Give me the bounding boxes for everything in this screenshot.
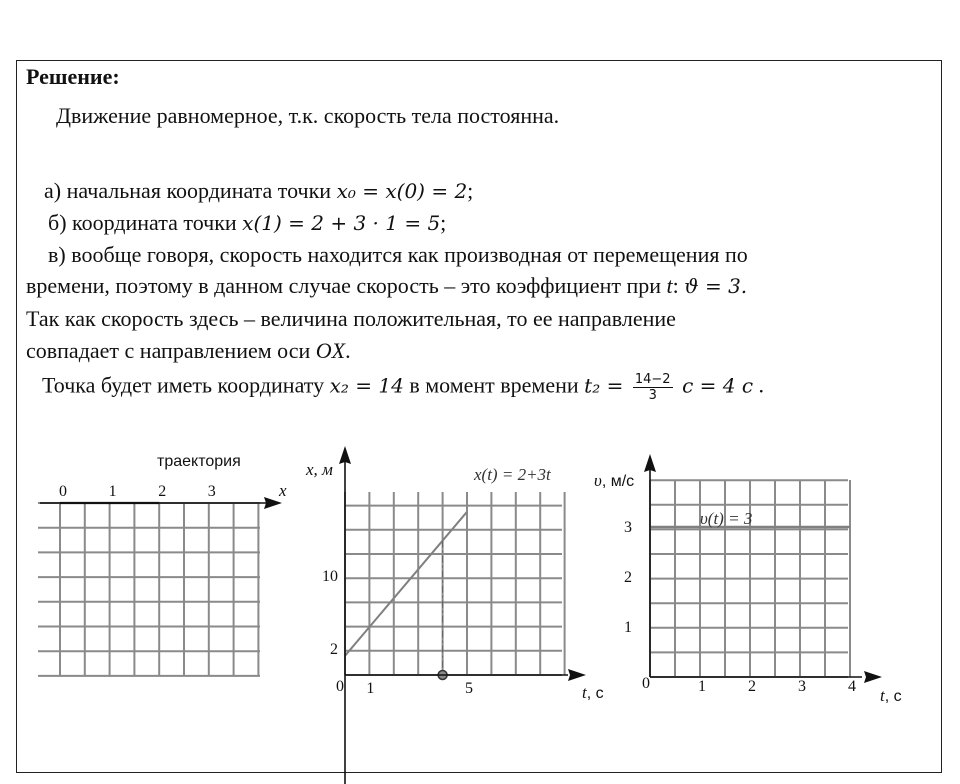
t-tick-label: 1 <box>698 678 706 695</box>
v-axis-arrow <box>644 454 656 472</box>
v-tick-label: 2 <box>624 569 632 586</box>
t-tick-label: 0 <box>336 678 344 695</box>
v-tick-label: 3 <box>624 519 632 536</box>
motion-statement: Движение равномерное, т.к. скорость тела постоянна. <box>56 103 560 128</box>
v-axis-variable: υ <box>594 471 602 490</box>
t-axis-variable: t <box>880 686 885 705</box>
t-tick-label: 5 <box>465 680 473 697</box>
t-tick-label: 4 <box>848 678 856 695</box>
x-tick-label: 1 <box>108 483 117 500</box>
part-d-fraction <box>633 372 673 403</box>
t-tick-label: 3 <box>798 678 806 695</box>
x-axis-label: x <box>279 481 287 500</box>
coordinate-time-chart <box>300 440 604 730</box>
part-b-end: ; <box>440 210 447 235</box>
series-formula-label: x(t) = 2+3t <box>474 465 551 484</box>
part-c-colon: : <box>672 273 679 298</box>
t-axis-unit: , с <box>586 685 604 702</box>
part-a-formula: x₀ = x(0) = 2 <box>336 179 468 203</box>
part-c-line4-text: совпадает с направлением оси <box>26 338 311 363</box>
solution-heading: Решение: <box>26 64 120 89</box>
x-tick-label: 2 <box>158 483 167 500</box>
v-tick-label: 1 <box>624 619 632 636</box>
v-axis-label <box>594 471 634 490</box>
x-axis-arrow <box>339 446 351 464</box>
x-tick-label: 3 <box>207 483 216 500</box>
trajectory-diagram <box>0 440 300 700</box>
t-tick-label: 0 <box>642 675 650 692</box>
trajectory-label: траектория <box>157 453 241 470</box>
part-d <box>42 372 764 403</box>
part-d-mid-text: в момент времени <box>409 372 579 398</box>
part-a-end: ; <box>467 178 474 203</box>
velocity-time-chart <box>594 440 930 730</box>
part-c-line4 <box>26 338 351 364</box>
part-d-time: t₂ = <box>584 373 624 398</box>
part-c-line3: Так как скорость здесь – величина положительная, то ее направление <box>26 306 676 331</box>
part-c-line2-text: времени, поэтому в данном случае скорость – это коэффициент при <box>26 273 662 298</box>
part-c-velocity-formula: ϑ = 3. <box>684 274 748 298</box>
part-b-formula: x(1) = 2 + 3 · 1 = 5 <box>242 211 441 235</box>
fraction-numerator: 14−2 <box>634 372 671 387</box>
series-formula-label: υ(t) = 3 <box>700 509 753 528</box>
part-d-text: Точка будет иметь координату <box>42 372 325 398</box>
part-b-text: б) координата точки <box>48 210 237 235</box>
t-tick-label: 2 <box>748 678 756 695</box>
t-axis-arrow <box>568 669 586 681</box>
part-c-line2 <box>26 273 747 299</box>
t-tick-label: 1 <box>366 680 375 697</box>
t-axis-label <box>880 686 902 705</box>
t-axis-unit: , с <box>884 688 902 705</box>
part-a <box>44 178 473 204</box>
part-c-line1: в) вообще говоря, скорость находится как производная от перемещения по <box>48 242 748 267</box>
x-tick-label: 0 <box>59 483 67 500</box>
part-d-end: . <box>758 372 765 398</box>
part-c-line4-end: . <box>345 338 351 363</box>
x-axis-label: x, м <box>306 460 333 479</box>
part-c-axis-name: OX <box>315 338 346 363</box>
v-axis-unit: , м/с <box>601 473 635 490</box>
part-b <box>48 210 446 236</box>
x-tick-label: 2 <box>330 640 338 658</box>
t-axis-arrow <box>864 671 882 683</box>
series-line-x-of-t <box>345 512 467 656</box>
fraction-denominator: 3 <box>648 388 657 403</box>
x-tick-label: 10 <box>322 568 338 585</box>
t-axis-variable: t <box>582 683 587 702</box>
part-d-result: c = 4 c <box>682 373 754 398</box>
part-d-coordinate: x₂ = 14 <box>329 373 404 398</box>
part-c-time-variable: t <box>666 273 673 298</box>
part-a-text: а) начальная координата точки <box>44 178 332 203</box>
